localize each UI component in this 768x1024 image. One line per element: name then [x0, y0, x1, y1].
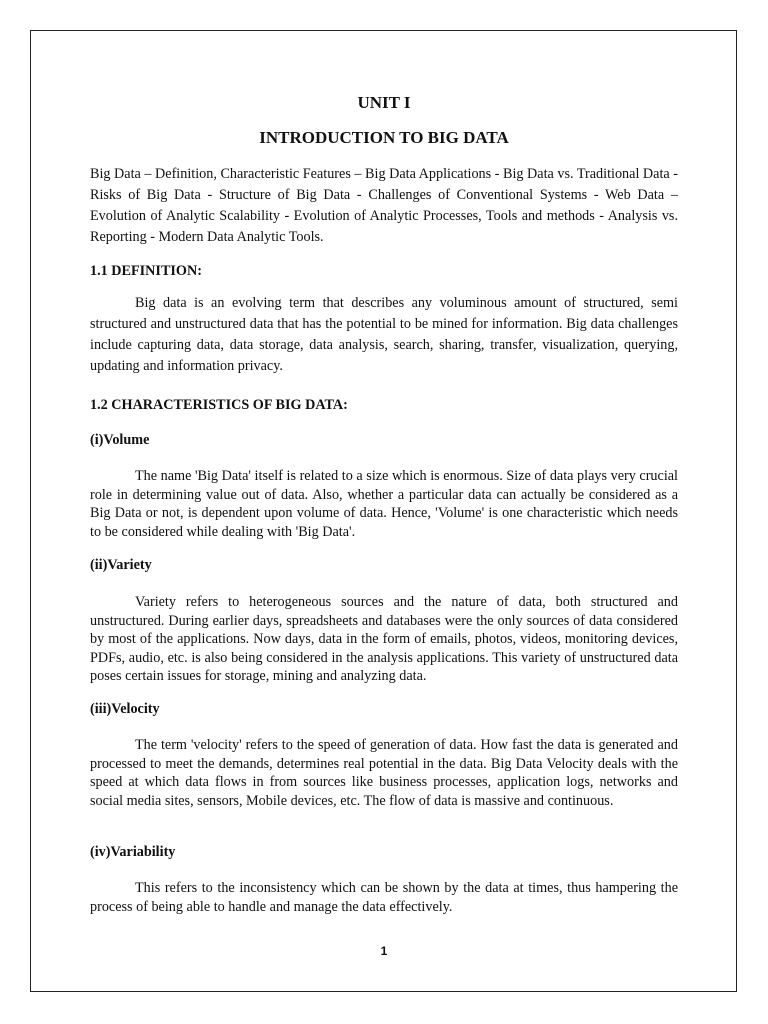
variability-paragraph: This refers to the inconsistency which can be shown by the data at times, thus hampering the process of being able to handle and manage the data effectively. — [90, 880, 678, 915]
variety-heading: (ii)Variety — [90, 557, 152, 573]
volume-heading: (i)Volume — [90, 432, 150, 448]
characteristics-heading: 1.2 CHARACTERISTICS OF BIG DATA: — [90, 397, 348, 413]
volume-paragraph: The name 'Big Data' itself is related to a size which is enormous. Size of data plays very crucial role in determining value out of data. Also, whether a particular data can actually be considered as a Big Data or not, is dependent upon volume of data. Hence, 'Volume' is one characteristic which needs to be considered while dealing with 'Big Data'. — [90, 468, 678, 540]
variability-heading: (iv)Variability — [90, 844, 176, 860]
variety-paragraph: Variety refers to heterogeneous sources and the nature of data, both structured and unstructured. During earlier days, spreadsheets and databases were the only sources of data considered by most of the applications. Now days, data in the form of emails, photos, videos, monitoring devices, PDFs, audio, etc. is also being considered in the analysis applications. This variety of unstructured data poses certain issues for storage, mining and analyzing data. — [90, 594, 678, 684]
velocity-paragraph: The term 'velocity' refers to the speed of generation of data. How fast the data is generated and processed to meet the demands, determines real potential in the data. Big Data Velocity deals with the speed at which data flows in from sources like business processes, application logs, networks and social media sites, sensors, Mobile devices, etc. The flow of data is massive and continuous. — [90, 737, 678, 809]
page-number: 1 — [380, 944, 388, 958]
velocity-heading: (iii)Velocity — [90, 701, 160, 717]
unit-label: UNIT I — [357, 93, 411, 112]
definition-paragraph: Big data is an evolving term that describes any voluminous amount of structured, semi structured and unstructured data that has the potential to be mined for information. Big data challenges include capturing data, data storage, data analysis, search, sharing, transfer, visualization, querying, updating and information privacy. — [90, 295, 678, 374]
definition-heading: 1.1 DEFINITION: — [90, 263, 202, 279]
page-title: INTRODUCTION TO BIG DATA — [259, 128, 509, 147]
syllabus-paragraph: Big Data – Definition, Characteristic Features – Big Data Applications - Big Data vs. Traditional Data - Risks of Big Data - Structure of Big Data - Challenges of Conventional Systems - Web Data – Evolution of Analytic Scalability - Evolution of Analytic Processes, Tools and methods - Analysis vs. Reporting - Modern Data Analytic Tools. — [90, 166, 678, 245]
